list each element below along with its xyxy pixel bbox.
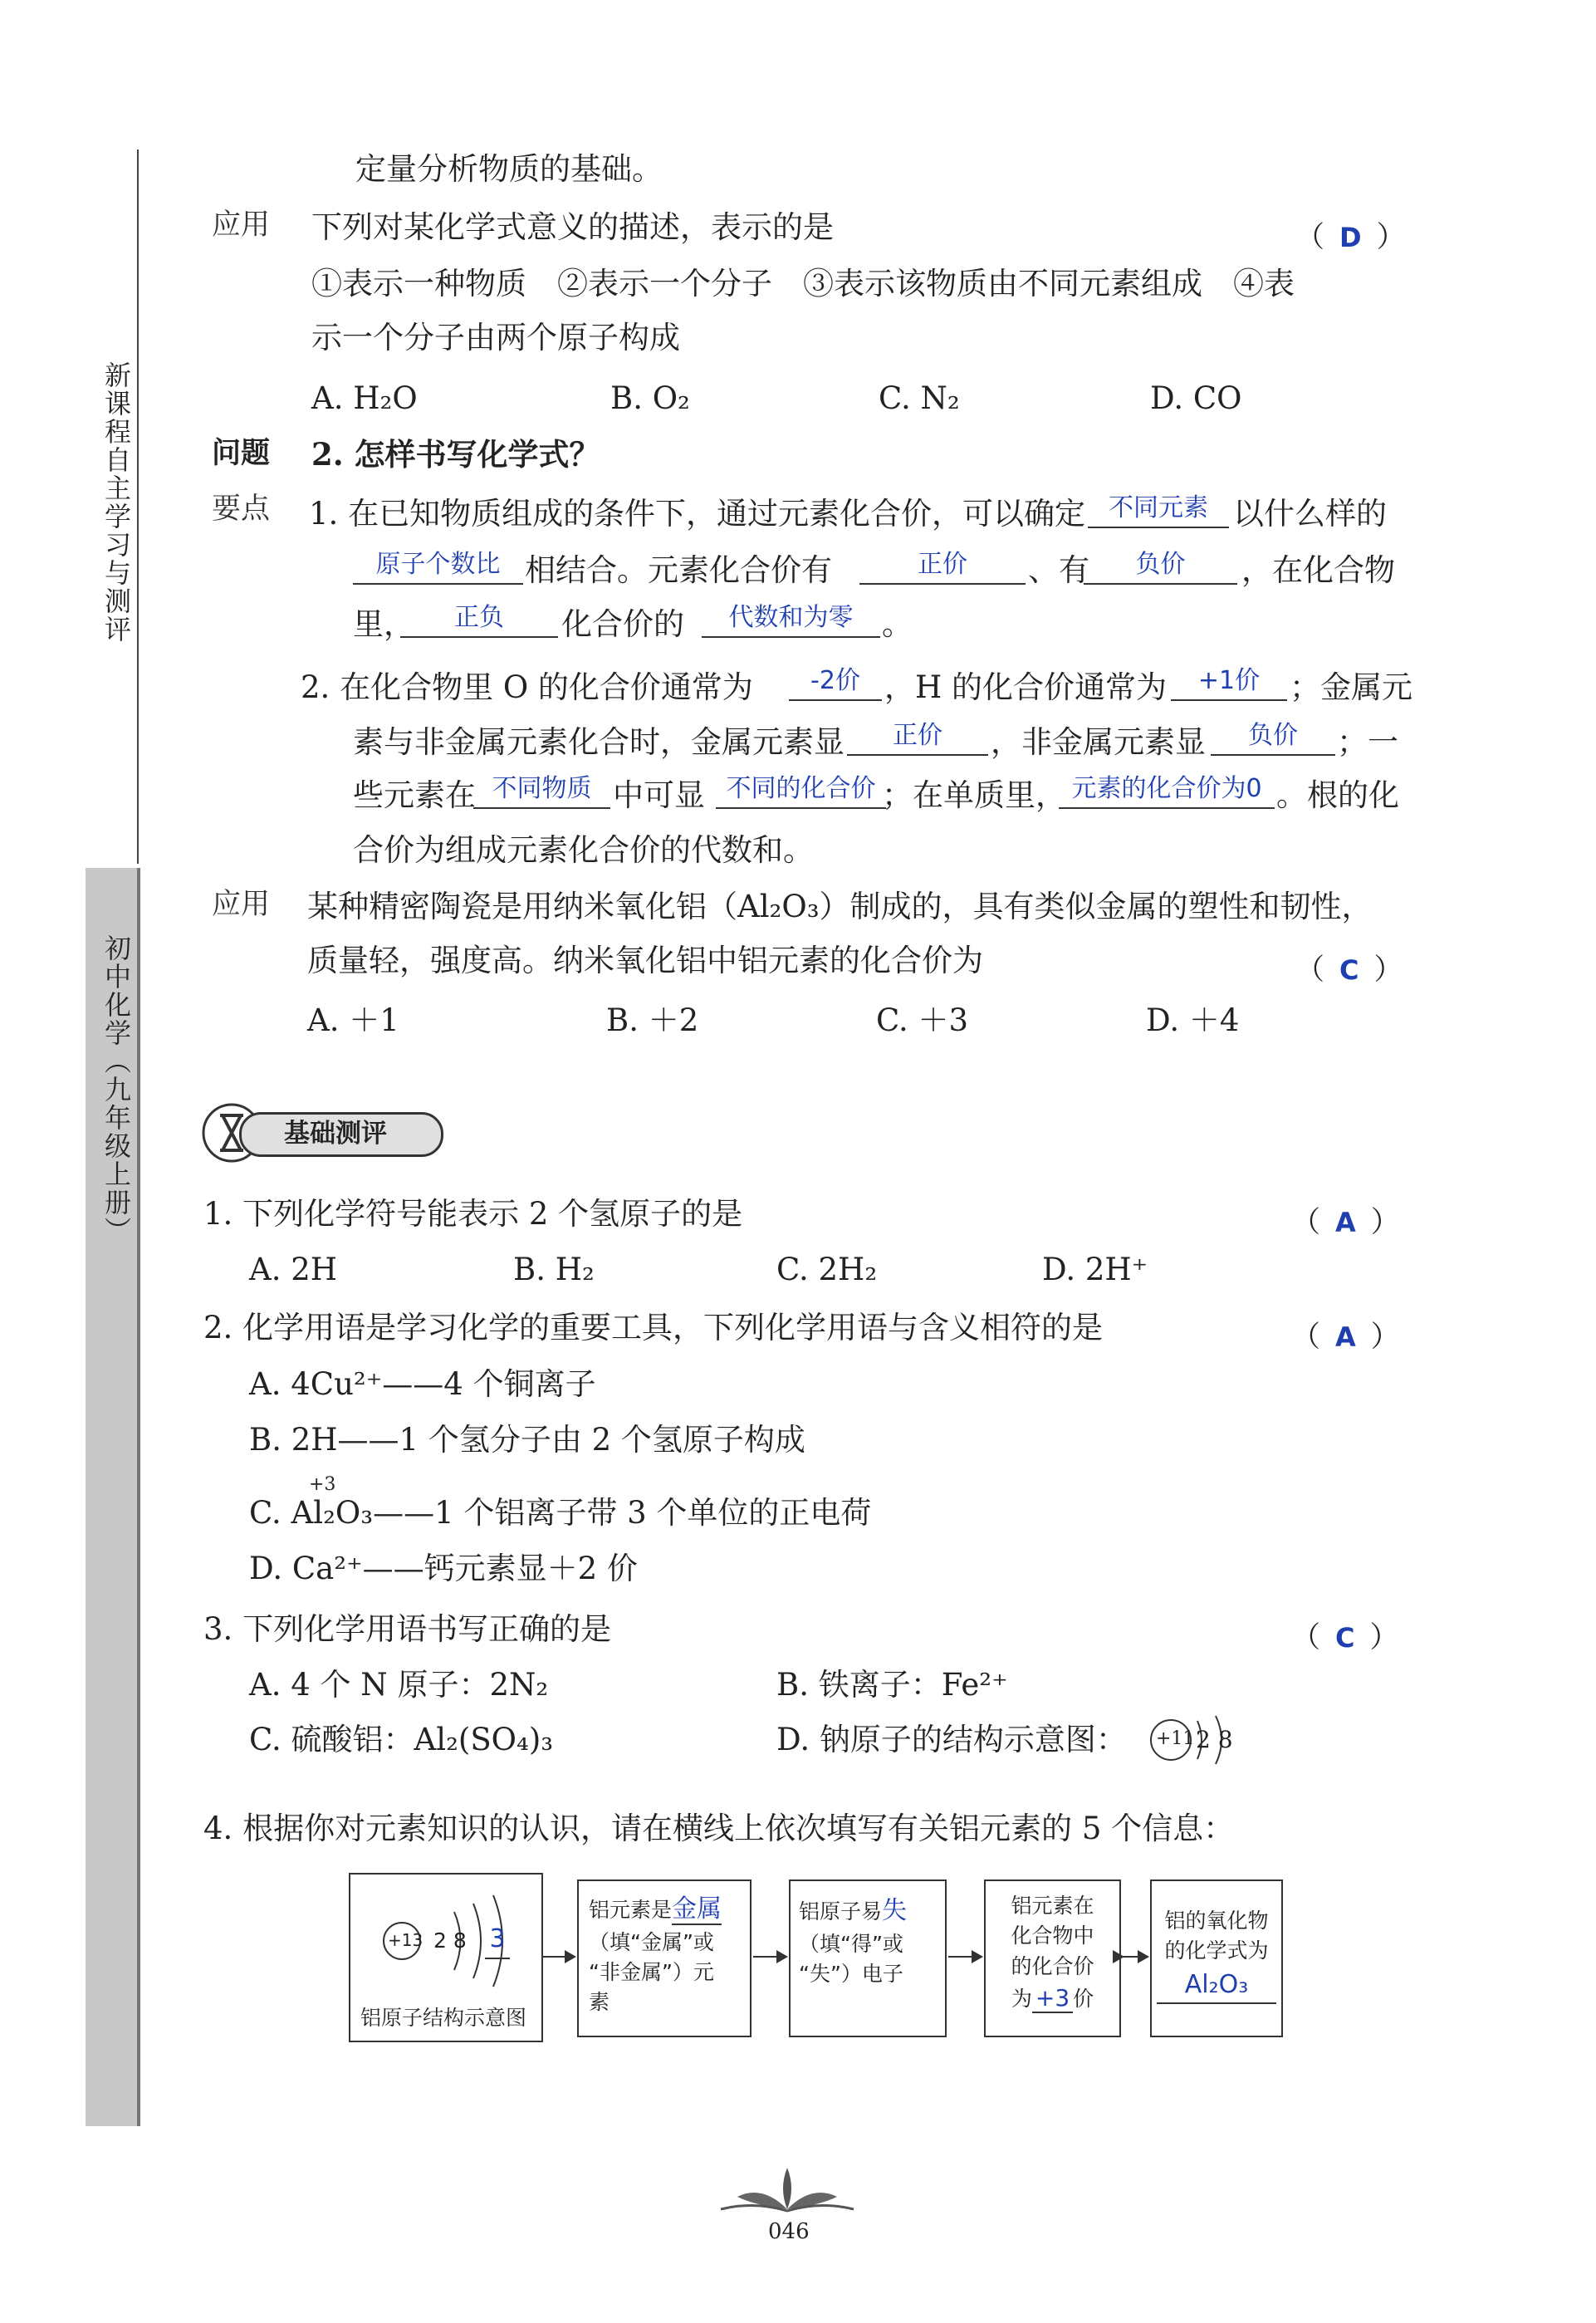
- box4-text-c: 的化合价: [1011, 1953, 1094, 1978]
- app1-line3: 示一个分子由两个原子构成: [311, 320, 680, 355]
- p2-e: ，非金属元素显: [991, 724, 1206, 760]
- section-title: 基础测评: [284, 1119, 387, 1149]
- p2-h: 中可显: [613, 777, 705, 813]
- p2-j: 。根的化: [1276, 777, 1399, 813]
- q2-title: 2. 怎样书写化学式？: [311, 436, 600, 473]
- p1-blank-4: 负价: [1084, 548, 1237, 585]
- box4-text-a: 铝元素在: [1011, 1894, 1094, 1918]
- q2-answer: A: [1335, 1321, 1356, 1353]
- box3-text-c: “失”）电子: [799, 1961, 903, 1986]
- box3-text-a: 铝原子易: [799, 1899, 883, 1924]
- box3-answer: 失: [882, 1896, 908, 1925]
- app1-answer: D: [1339, 222, 1362, 253]
- q3-stem: 3. 下列化学用语书写正确的是: [203, 1611, 612, 1647]
- app1-option-b: B. O₂: [610, 380, 690, 416]
- p2-g: 些元素在: [353, 777, 476, 813]
- p1-d: 、有: [1028, 552, 1089, 588]
- box3-text-b: （填“得”或: [799, 1931, 903, 1956]
- p2-k: 合价为组成元素化合价的代数和。: [353, 832, 814, 868]
- arrow-3: [948, 1956, 982, 1958]
- q2-label: 问题: [212, 436, 271, 470]
- app1-option-c: C. N₂: [879, 380, 960, 416]
- p1-blank-2: 原子个数比: [353, 548, 523, 585]
- p2-blank-6: 不同的化合价: [716, 772, 886, 809]
- box2-answer: 金属: [672, 1894, 722, 1924]
- q1-answer-paren: （ A ）: [1291, 1206, 1400, 1239]
- p2-blank-1: -2价: [789, 664, 882, 701]
- intro-line: 定量分析物质的基础。: [355, 151, 663, 187]
- p2-b: ，H 的化合价通常为: [884, 669, 1168, 705]
- q1-option-a: A. 2H: [249, 1252, 338, 1287]
- p1-blank-3: 正价: [859, 548, 1026, 585]
- box1-caption: 铝原子结构示意图: [360, 2006, 527, 2030]
- section-header: [199, 1100, 444, 1165]
- box4-text-d: 为: [1011, 1986, 1032, 2011]
- p2-blank-3: 正价: [847, 719, 988, 756]
- app1-option-a: A. H₂O: [311, 380, 418, 416]
- p1-b: 以什么样的: [1233, 496, 1387, 532]
- sidebar-bottom-label: 初中化学（九年级上册）: [100, 934, 132, 1245]
- app2-option-c: C. ＋3: [876, 1002, 969, 1038]
- p2-blank-4: 负价: [1211, 719, 1335, 756]
- app1-answer-paren: （ D ）: [1295, 221, 1406, 254]
- p1-c: 相结合。元素化合价有: [525, 552, 832, 588]
- q2-option-b: B. 2H——1 个氢分子由 2 个氢原子构成: [249, 1422, 805, 1458]
- p1-e: ，在化合物: [1241, 552, 1395, 588]
- q4-box-5: [1150, 1879, 1283, 2037]
- sidebar-top: [86, 149, 139, 864]
- p1-blank-1: 不同元素: [1088, 492, 1229, 528]
- q3-answer-paren: （ C ）: [1291, 1621, 1399, 1654]
- box4-text-e: 价: [1073, 1986, 1094, 2011]
- app2-line2: 质量轻，强度高。纳米氧化铝中铝元素的化合价为: [307, 943, 983, 978]
- p1-blank-6: 代数和为零: [702, 601, 880, 638]
- app2-option-a: A. ＋1: [307, 1002, 399, 1038]
- app2-answer-paren: （ C ）: [1295, 953, 1403, 987]
- q4-box-1: [349, 1873, 543, 2042]
- box5-answer: Al₂O₃: [1157, 1967, 1276, 2005]
- q2-option-a: A. 4Cu²⁺——4 个铜离子: [249, 1366, 596, 1402]
- app2-line1: 某种精密陶瓷是用纳米氧化铝（Al₂O₃）制成的，具有类似金属的塑性和韧性，: [307, 889, 1373, 924]
- p2-f: ；一: [1337, 724, 1398, 760]
- q1-option-b: B. H₂: [513, 1252, 595, 1287]
- box4-text-b: 化合物中: [1011, 1924, 1094, 1948]
- sodium-nucleus: +11: [1156, 1728, 1195, 1749]
- q3-answer: C: [1335, 1622, 1355, 1654]
- app1-label: 应用: [212, 208, 271, 242]
- arrow-2: [753, 1956, 786, 1958]
- q1-option-c: C. 2H₂: [776, 1252, 878, 1287]
- q3-option-d: D. 钠原子的结构示意图：: [776, 1722, 1127, 1757]
- q4-box-2: [577, 1879, 751, 2037]
- app2-option-d: D. ＋4: [1146, 1002, 1240, 1038]
- arrow-1: [541, 1956, 575, 1958]
- sodium-shells: 2 8: [1196, 1726, 1233, 1753]
- p1-g: 化合价的: [561, 606, 684, 642]
- p1-blank-5: 正负: [400, 601, 558, 638]
- q2-stem: 2. 化学用语是学习化学的重要工具，下列化学用语与含义相符的是: [203, 1310, 1104, 1345]
- points-label: 要点: [212, 493, 271, 526]
- q2-answer-paren: （ A ）: [1291, 1321, 1400, 1354]
- q4-box-3: [789, 1879, 947, 2037]
- box1-answer: 3: [485, 1921, 510, 1959]
- q3-option-a: A. 4 个 N 原子：2N₂: [249, 1667, 549, 1703]
- p2-a: 2. 在化合物里 O 的化合价通常为: [301, 669, 753, 705]
- arrow-4b: [1123, 1956, 1148, 1958]
- q4-stem: 4. 根据你对元素知识的认识，请在横线上依次填写有关铝元素的 5 个信息：: [203, 1811, 1235, 1846]
- box2-text-c: “非金属”）元: [589, 1959, 714, 1984]
- sodium-atom-diagram: [1146, 1711, 1254, 1769]
- sidebar-top-label: 新课程自主学习与测评: [100, 361, 132, 644]
- q3-option-c: C. 硫酸铝：Al₂(SO₄)₃: [249, 1722, 554, 1757]
- box2-text-a: 铝元素是: [589, 1898, 673, 1922]
- box1-shells: 2 8: [433, 1928, 467, 1953]
- q2-option-c-mark: +3: [309, 1474, 336, 1495]
- app2-label: 应用: [212, 888, 271, 921]
- q2-option-c: C. Al₂O₃——1 个铝离子带 3 个单位的正电荷: [249, 1495, 872, 1531]
- box1-nucleus: +13: [388, 1930, 423, 1950]
- q2-option-d: D. Ca²⁺——钙元素显＋2 价: [249, 1551, 638, 1586]
- box4-answer: +3: [1032, 1984, 1073, 2013]
- q3-option-b: B. 铁离子：Fe²⁺: [776, 1667, 1008, 1703]
- footer-ornament-icon: [704, 2159, 870, 2218]
- p1-h: 。: [882, 606, 913, 642]
- q1-option-d: D. 2H⁺: [1042, 1252, 1148, 1287]
- app1-stem: 下列对某化学式意义的描述，表示的是: [311, 209, 834, 245]
- app2-answer: C: [1339, 954, 1359, 986]
- page-number: 046: [768, 2219, 810, 2244]
- p2-c: ；金属元: [1290, 669, 1412, 705]
- app2-option-b: B. ＋2: [606, 1002, 699, 1038]
- q1-answer: A: [1335, 1207, 1356, 1238]
- p2-blank-2: +1价: [1171, 664, 1287, 701]
- app1-line2: ①表示一种物质 ②表示一个分子 ③表示该物质由不同元素组成 ④表: [311, 266, 1295, 301]
- q4-box-4: [984, 1879, 1121, 2037]
- p1-a: 1. 在已知物质组成的条件下，通过元素化合价，可以确定: [309, 496, 1086, 532]
- p1-f: 里，: [353, 606, 414, 642]
- box5-text-b: 的化学式为: [1164, 1938, 1269, 1963]
- p2-i: ；在单质里，: [882, 777, 1066, 813]
- sidebar-bottom: [86, 868, 140, 2126]
- box5-text-a: 铝的氧化物: [1164, 1909, 1269, 1933]
- p2-d: 素与非金属元素化合时，金属元素显: [353, 724, 845, 760]
- p2-blank-7: 元素的化合价为0: [1059, 772, 1275, 809]
- box2-text-b: （填“金属”或: [589, 1929, 714, 1954]
- box2-text-d: 素: [589, 1990, 610, 2014]
- app1-option-d: D. CO: [1150, 380, 1242, 416]
- q1-stem: 1. 下列化学符号能表示 2 个氢原子的是: [203, 1196, 743, 1232]
- p2-blank-5: 不同物质: [473, 772, 610, 809]
